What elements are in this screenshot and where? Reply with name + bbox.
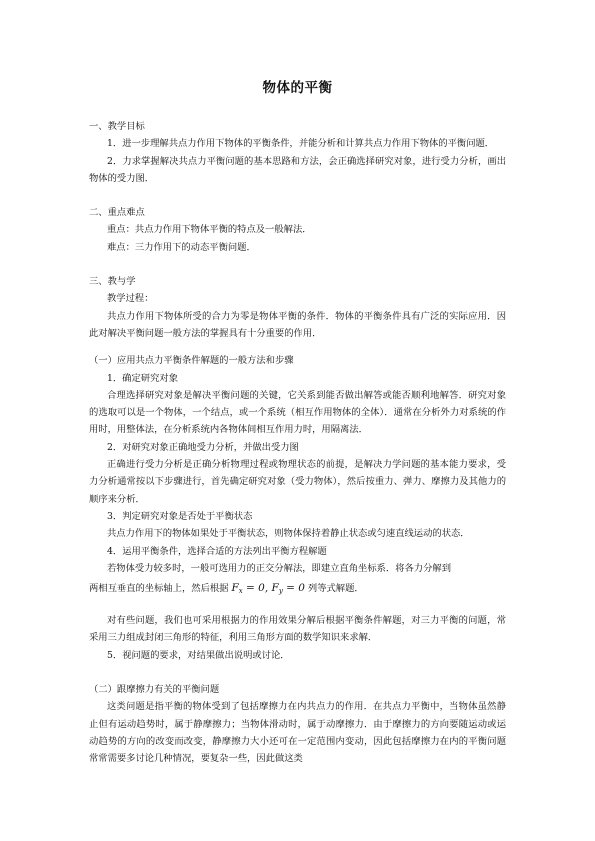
section-heading-teaching: 三、教与学 [89,276,136,288]
subsection-heading-friction: （二）跟摩擦力有关的平衡问题 [89,684,220,696]
step-5-title: 5．视问题的要求，对结果做出说明或讨论． [107,649,290,661]
section-heading-key-points: 二、重点难点 [89,207,145,219]
spacer [89,664,506,681]
step-2-body: 正确进行受力分析是正确分析物理过程或物理状态的前提，是解决力学问题的基本能力要求，受力分析通常按以下步骤进行，首先确定研究对象（受力物体），然后按重力、弹力、摩擦力及其他力的顺序来分析． [89,459,506,505]
difficult-point: 难点：三力作用下的动态平衡问题． [107,241,256,253]
section-heading-objectives: 一、教学目标 [89,121,145,132]
key-point: 重点：共点力作用下物体平衡的特点及一般解法． [107,224,312,236]
step-3-title: 3．判定研究对象是否处于平衡状态 [107,510,253,522]
spacer [89,187,506,204]
step-2-title: 2．对研究对象正确地受力分析，并做出受力图 [107,441,299,453]
spacer [89,602,506,612]
equilibrium-formula: $F_x = 0$, $F_y = 0$ [231,582,305,596]
step-4-body-c: 对有些问题，我们也可采用根据力的作用效果分解后根据平衡条件解题，对三力平衡的问题，常采用三力组成封闭三角形的特征，利用三角形方面的数学知识来求解． [89,615,506,644]
spacer [89,256,506,273]
step-1-title: 1．确定研究对象 [107,372,178,384]
objective-1: 1．进一步理解共点力作用下物体的平衡条件，并能分析和计算共点力作用下物体的平衡问题． [107,138,495,150]
document-body [89,118,506,768]
step-4-title: 4．运用平衡条件，选择合适的方法列出平衡方程解题 [107,545,327,557]
step-3-body: 共点力作用下的物体如果处于平衡状态，则物体保持着静止状态或匀速直线运动的状态． [107,528,470,540]
step-4-body-b-tail: 列等式解题． [307,583,364,595]
step-4-body-a: 若物体受力较多时，一般可选用力的正交分解法，即建立直角坐标系．将各力分解到 [107,562,451,574]
document-title: 物体的平衡 [262,80,333,96]
subsection-heading-method: （一）应用共点力平衡条件解题的一般方法和步骤 [89,355,294,367]
step-1-body: 合理选择研究对象是解决平衡问题的关键，它关系到能否做出解答或能否顺利地解答．研究对象的选取可以是一个物体，一个结点，或一个系统（相互作用物体的全体）．通常在分析外力对系统的作用时，用整体法，在分析系统内各物体间相互作用力时，用隔离法． [89,389,506,436]
friction-body: 这类问题是指平衡的物体受到了包括摩擦力在内共点力的作用．在共点力平衡中，当物体虽然静止但有运动趋势时，属于静摩擦力；当物体滑动时，属于动摩擦力．由于摩擦力的方向要随运动或运动趋势的方向的改变而改变，静摩擦力大小还可在一定范围内变动，因此包括摩擦力在内的平衡问题常常需要多讨论几种情况，要复杂一些，因此做这类 [89,701,506,765]
teaching-intro: 共点力作用下物体所受的合力为零是物体平衡的条件．物体的平衡条件具有广泛的实际应用．因此对解决平衡问题一般方法的掌握具有十分重要的作用． [89,310,506,339]
step-4-body-b-text: 两相互垂直的坐标轴上，然后根据 [89,583,229,595]
spacer [89,342,506,352]
step-4-body-b [89,577,506,602]
teaching-process-label: 教学过程： [107,293,154,305]
objective-2: 2．力求掌握解决共点力平衡问题的基本思路和方法，会正确选择研究对象，进行受力分析，画出物体的受力图． [89,155,506,184]
